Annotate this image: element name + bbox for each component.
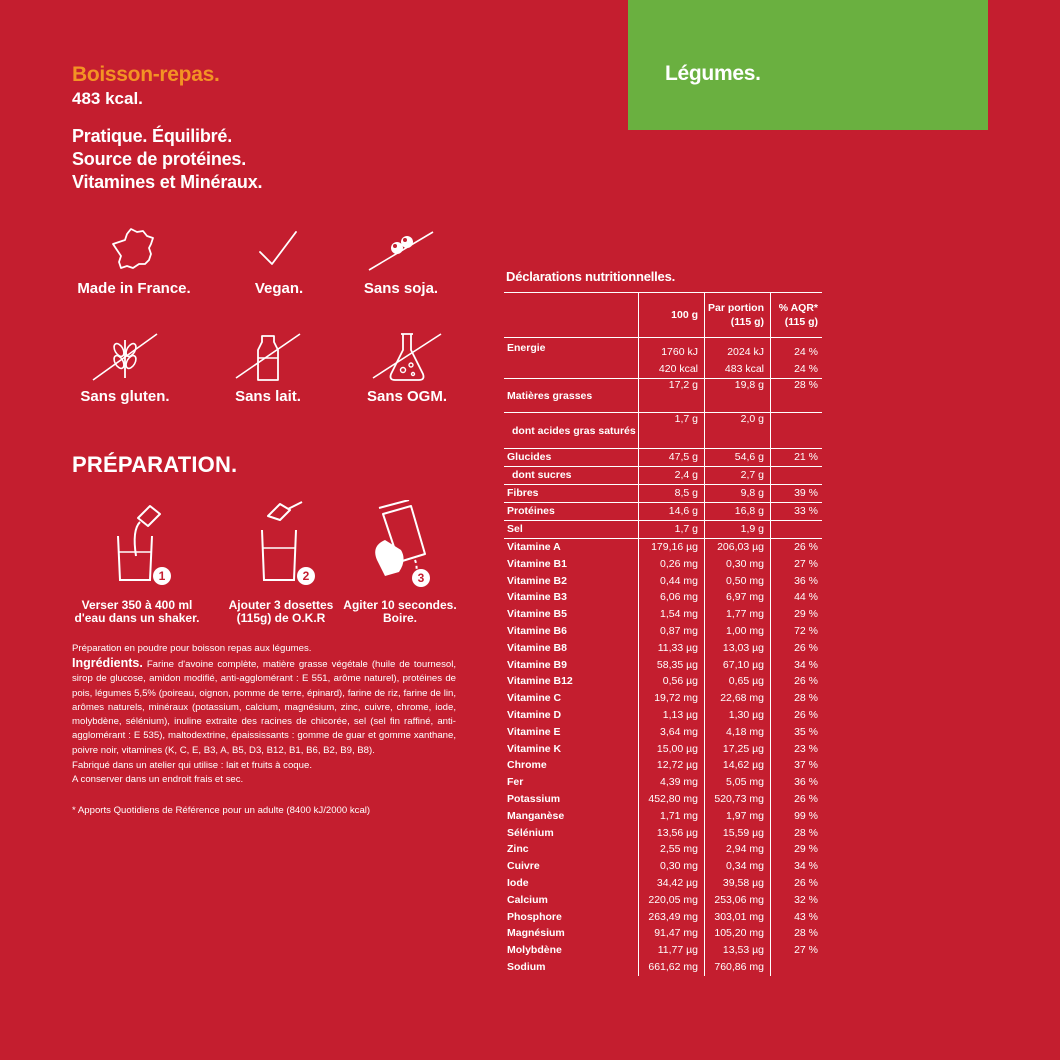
nutrient-value: 26 % [771,539,823,556]
table-row [504,825,822,842]
nutrient-label: Molybdène [507,944,562,957]
nutrient-label: Vitamine B6 [507,624,567,637]
step-number: 2 [302,569,310,583]
table-row [504,623,822,640]
nutrient-value: 37 % [771,757,823,774]
nutrient-value: 26 % [771,791,823,808]
nutrient-value: 34,42 µg [639,875,705,892]
nutrient-value: 0,30 mg [639,858,705,875]
feature-label: Made in France. [77,280,191,297]
table-row: Fibres 8,5 g 9,8 g 39 % [504,485,822,503]
nutrient-value: 13,56 µg [639,825,705,842]
nutrient-value: 26 % [771,640,823,657]
checkmark-icon [254,226,304,272]
nutrient-value: 179,16 µg [639,539,705,556]
feature-sans-ogm [327,330,487,405]
nutrient-label: Vitamine C [507,692,562,705]
nutrient-value: 26 % [771,707,823,724]
step-label: Ajouter 3 dosettes (115g) de O.K.R [228,598,334,625]
nutrient-value: 1,54 mg [639,606,705,623]
shake-shaker-icon [355,500,445,590]
nutrient-value: 0,34 mg [705,858,771,875]
table-row [504,657,822,674]
nutrient-value: 99 % [771,808,823,825]
nutrient-value: 0,26 mg [639,556,705,573]
nutrient-label: Manganèse [507,809,565,822]
nutrient-label: Vitamine A [507,541,561,553]
table-row: Glucides 47,5 g 54,6 g 21 % [504,449,822,467]
nutrient-label: Calcium [507,893,548,906]
table-row [504,875,822,892]
nutrient-label: Potassium [507,792,561,805]
nutrient-value: 39,58 µg [705,875,771,892]
table-row [504,942,822,959]
table-row: dont sucres 2,4 g 2,7 g [504,467,822,485]
nutrient-value: 15,59 µg [705,825,771,842]
nutrient-value [771,959,823,976]
nutrient-label: Magnésium [507,927,565,940]
ingredients-text: Farine d'avoine complète, matière grasse végétale (huile de tournesol, sirop de glucose, amidon modifié, anti-agglomérant : E 551, arôme naturel), protéines de pois, légumes 5,5% (poireau, oignon, pomme de terre, épinard), farine de riz, farine de lin, arômes naturels, minéraux (potassium, calcium, magnésium, zinc, cuivre, chrome, iode, molybdène, sélénium), inuline extraite des racines de chicorée, sel (sel fin raffiné, anti-agglomérant : E 535), maltodextrine, épaississants : gomme de guar et gomme xanthane, poivre noir, vitamines (K, C, E, B3, A, B5, D3, B12, B1, B6, B2, B9, B8). [72,659,457,756]
note-line: A conserver dans un endroit frais et sec. [72,773,244,785]
nutrient-value: 1,71 mg [639,808,705,825]
add-scoop-icon [246,500,316,590]
nutrient-value: 4,18 mg [705,724,771,741]
nutrient-value: 6,97 mg [705,589,771,606]
nutrient-value: 520,73 mg [705,791,771,808]
table-row: Sel 1,7 g 1,9 g [504,521,822,539]
nutrient-value: 220,05 mg [639,892,705,909]
nutrition-title: Déclarations nutritionnelles. [506,269,676,284]
nutrient-value: 5,05 mg [705,774,771,791]
pour-water-icon [102,500,172,590]
kcal-label: 483 kcal. [72,89,143,108]
nutrient-value: 760,86 mg [705,959,771,976]
nutrient-label: Iode [507,876,529,889]
table-row [504,539,822,556]
nutrient-label: Phosphore [507,910,562,923]
nutrient-value: 0,30 mg [705,556,771,573]
nutrient-value: 11,33 µg [639,640,705,657]
feature-label: Sans OGM. [366,388,448,405]
nutrient-value: 23 % [771,741,823,758]
table-row [504,707,822,724]
nutrient-value: 263,49 mg [639,909,705,926]
table-row [504,757,822,774]
nutrition-table [504,292,822,976]
ingredients-label: Ingrédients. [72,656,143,670]
flask-crossed-icon [367,330,447,382]
nutrient-value: 2,55 mg [639,841,705,858]
nutrient-label: Zinc [507,843,529,856]
nutrient-value: 11,77 µg [639,942,705,959]
nutrient-value: 28 % [771,925,823,942]
prep-step-1 [62,500,212,625]
nutrient-value: 0,50 mg [705,573,771,590]
nutrient-value: 661,62 mg [639,959,705,976]
nutrient-value: 34 % [771,657,823,674]
nutrient-value: 1,00 mg [705,623,771,640]
table-row: Protéines 14,6 g 16,8 g 33 % [504,503,822,521]
soybean-crossed-icon [361,226,441,272]
nutrient-value: 1,30 µg [705,707,771,724]
nutrient-label: Vitamine B12 [507,675,573,688]
table-row: Energie 1760 kJ 2024 kJ 24 % [504,338,822,362]
product-description: Préparation en poudre pour boisson repas aux légumes. [72,643,312,654]
storage-notes [72,759,452,786]
feature-sans-soja [321,226,481,297]
nutrient-value: 14,62 µg [705,757,771,774]
nutrient-value: 67,10 µg [705,657,771,674]
nutrient-value: 4,39 mg [639,774,705,791]
nutrient-value: 35 % [771,724,823,741]
table-row [504,892,822,909]
prep-step-3 [325,500,475,625]
nutrient-value: 29 % [771,841,823,858]
nutrient-value: 2,94 mg [705,841,771,858]
claim-line: Source de protéines. [72,149,247,169]
table-row [504,774,822,791]
nutrient-value: 27 % [771,942,823,959]
nutrient-label: Sodium [507,960,546,973]
feature-label: Sans lait. [235,388,301,405]
step-label: Verser 350 à 400 ml d'eau dans un shaker. [74,598,200,625]
table-header-row [504,293,822,338]
nutrient-label: Vitamine B1 [507,557,567,570]
nutrient-label: Vitamine D [507,708,562,721]
nutrient-value: 0,56 µg [639,673,705,690]
nutrient-label: Vitamine B2 [507,574,567,587]
nutrient-label: Vitamine B8 [507,641,567,654]
table-row [504,808,822,825]
table-row [504,640,822,657]
aqr-footnote: * Apports Quotidiens de Référence pour un adulte (8400 kJ/2000 kcal) [72,805,371,816]
table-row [504,690,822,707]
table-row [504,741,822,758]
nutrient-value: 12,72 µg [639,757,705,774]
nutrient-value: 44 % [771,589,823,606]
nutrient-label: Cuivre [507,860,540,873]
nutrient-value: 26 % [771,875,823,892]
flavor-label: Légumes. [665,62,761,85]
nutrient-value: 17,25 µg [705,741,771,758]
feature-label: Sans soja. [363,280,439,297]
nutrient-value: 22,68 mg [705,690,771,707]
product-name: Boisson-repas. [72,63,220,86]
preparation-title: PRÉPARATION. [72,452,238,477]
nutrient-value: 36 % [771,573,823,590]
nutrient-value: 32 % [771,892,823,909]
claim-line: Vitamines et Minéraux. [72,172,263,192]
nutrient-value: 19,72 mg [639,690,705,707]
nutrient-value: 34 % [771,858,823,875]
nutrient-value: 3,64 mg [639,724,705,741]
nutrient-value: 91,47 mg [639,925,705,942]
nutrient-value: 1,97 mg [705,808,771,825]
nutrient-label: Vitamine B9 [507,658,567,671]
feature-made-in-france [54,226,214,297]
row-label: Energie [507,342,546,354]
nutrient-value: 0,65 µg [705,673,771,690]
product-claims [72,125,262,194]
step-number: 3 [417,571,425,585]
nutrient-value: 29 % [771,606,823,623]
step-label: Agiter 10 secondes. Boire. [343,598,457,625]
table-row [504,573,822,590]
feature-sans-gluten [45,330,205,405]
nutrient-value: 253,06 mg [705,892,771,909]
nutrient-label: Vitamine B3 [507,591,567,604]
nutrient-value: 13,53 µg [705,942,771,959]
nutrient-value: 28 % [771,825,823,842]
nutrient-label: Vitamine B5 [507,608,567,621]
nutrient-value: 303,01 mg [705,909,771,926]
nutrient-value: 58,35 µg [639,657,705,674]
feature-sans-lait [188,330,348,405]
wheat-crossed-icon [85,330,165,382]
nutrient-value: 15,00 µg [639,741,705,758]
nutrient-value: 1,13 µg [639,707,705,724]
nutrient-value: 206,03 µg [705,539,771,556]
claim-line: Pratique. Équilibré. [72,126,233,146]
nutrient-value: 6,06 mg [639,589,705,606]
nutrient-value: 0,44 mg [639,573,705,590]
table-row: 420 kcal 483 kcal 24 % [504,361,822,379]
nutrient-value: 43 % [771,909,823,926]
table-row [504,724,822,741]
nutrient-label: Chrome [507,759,547,772]
nutrient-value: 13,03 µg [705,640,771,657]
micronutrient-rows [504,539,822,976]
feature-label: Sans gluten. [80,388,170,405]
nutrient-label: Fer [507,776,524,789]
table-row [504,673,822,690]
milk-bottle-crossed-icon [228,330,308,382]
flavor-banner [628,0,988,130]
header-100g: 100 g [639,293,705,338]
nutrient-label: Vitamine K [507,742,562,755]
header-aqr: % AQR* (115 g) [771,293,823,338]
nutrient-label: Sélénium [507,826,554,839]
table-row: dont acides gras saturés 1,7 g 2,0 g [504,413,822,449]
nutrient-label: Vitamine E [507,725,561,738]
table-row [504,909,822,926]
france-map-icon [109,226,159,272]
feature-label: Vegan. [254,280,304,297]
nutrient-value: 36 % [771,774,823,791]
table-row [504,589,822,606]
nutrient-value: 72 % [771,623,823,640]
ingredients-block [72,656,456,758]
table-row [504,606,822,623]
header-portion: Par portion (115 g) [705,293,771,338]
note-line: Fabriqué dans un atelier qui utilise : lait et fruits à coque. [72,760,312,771]
step-number: 1 [158,569,166,583]
table-row [504,959,822,976]
nutrient-value: 27 % [771,556,823,573]
table-row [504,925,822,942]
table-row [504,841,822,858]
table-row [504,858,822,875]
table-row [504,556,822,573]
table-row [504,791,822,808]
nutrient-value: 452,80 mg [639,791,705,808]
table-row: Matières grasses 17,2 g 19,8 g 28 % [504,379,822,413]
nutrient-value: 26 % [771,673,823,690]
nutrient-value: 28 % [771,690,823,707]
nutrient-value: 1,77 mg [705,606,771,623]
nutrient-value: 0,87 mg [639,623,705,640]
nutrient-value: 105,20 mg [705,925,771,942]
